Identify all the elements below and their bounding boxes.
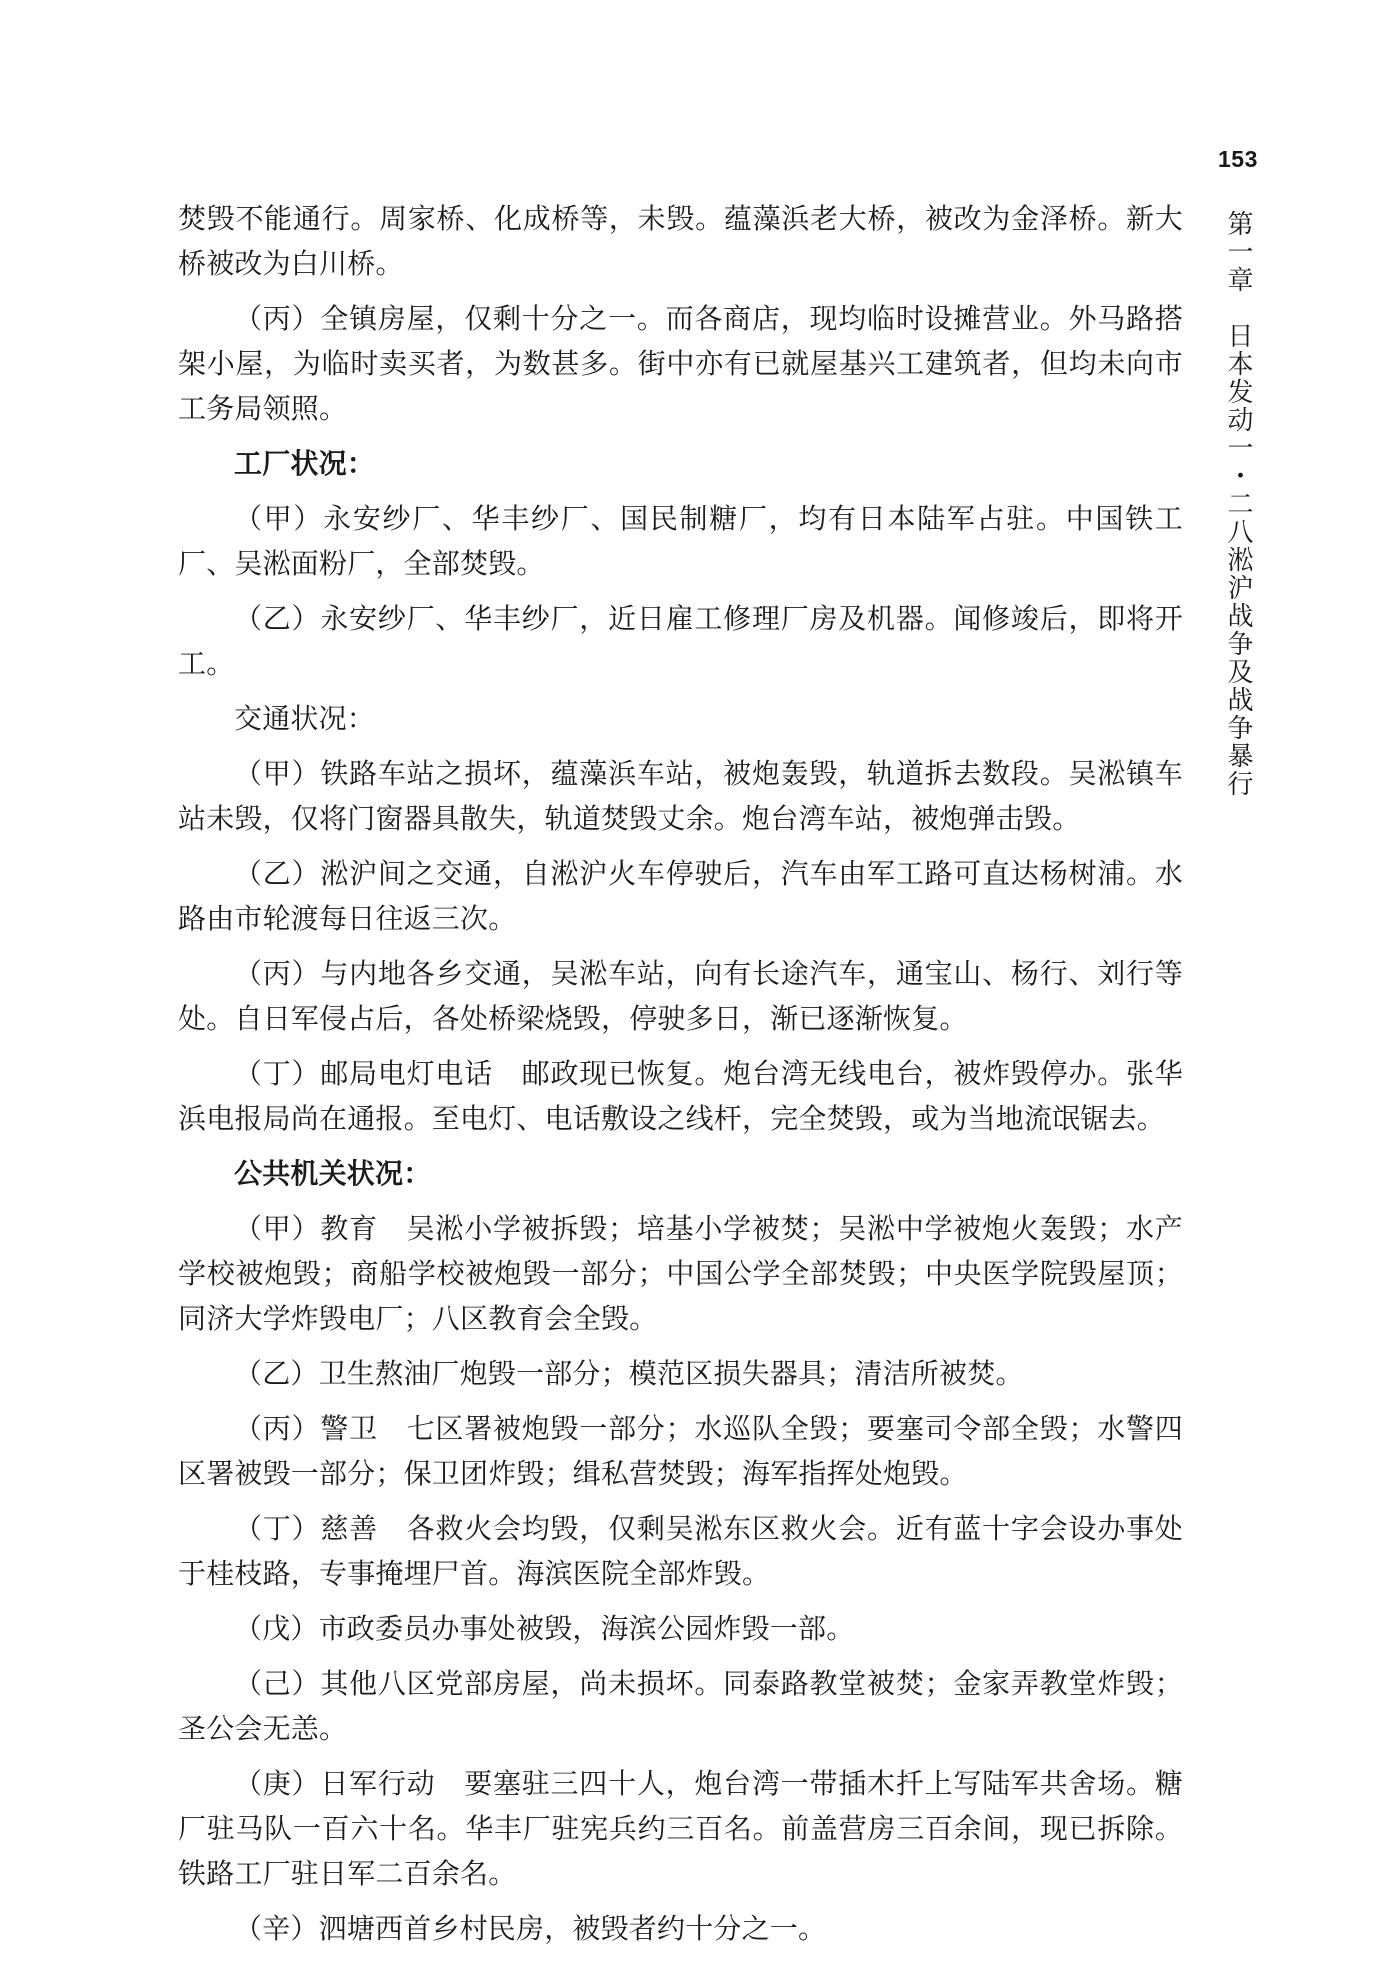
section-heading: 公共机关状况： bbox=[234, 1157, 432, 1190]
paragraph: （甲）铁路车站之损坏，蕴藻浜车站，被炮轰毁，轨道拆去数段。吴淞镇车站未毁，仅将门窗器具散失，轨道焚毁丈余。炮台湾车站，被炮弹击毁。 bbox=[178, 757, 1183, 835]
paragraph: （乙）永安纱厂、华丰纱厂，近日雇工修理厂房及机器。闻修竣后，即将开工。 bbox=[178, 602, 1183, 680]
paragraph: （丙）全镇房屋，仅剩十分之一。而各商店，现均临时设摊营业。外马路搭架小屋，为临时卖买者，为数甚多。街中亦有已就屋基兴工建筑者，但均未向市工务局领照。 bbox=[178, 302, 1183, 425]
paragraph: （甲）教育 吴淞小学被拆毁；培基小学被焚；吴淞中学被炮火轰毁；水产学校被炮毁；商船学校被炮毁一部分；中国公学全部焚毁；中央医学院毁屋顶；同济大学炸毁电厂；八区教育会全毁。 bbox=[178, 1212, 1183, 1335]
paragraph: （丙）警卫 七区署被炮毁一部分；水巡队全毁；要塞司令部全毁；水警四区署被毁一部分；保卫团炸毁；缉私营焚毁；海军指挥处炮毁。 bbox=[178, 1412, 1183, 1490]
paragraph: （丁）邮局电灯电话 邮政现已恢复。炮台湾无线电台，被炸毁停办。张华浜电报局尚在通报。至电灯、电话敷设之线杆，完全焚毁，或为当地流氓锯去。 bbox=[178, 1057, 1183, 1135]
paragraph: （乙）淞沪间之交通，自淞沪火车停驶后，汽车由军工路可直达杨树浦。水路由市轮渡每日往返三次。 bbox=[178, 857, 1183, 935]
paragraph: （戊）市政委员办事处被毁，海滨公园炸毁一部。 bbox=[234, 1612, 855, 1645]
section-heading: 交通状况： bbox=[234, 702, 376, 735]
paragraph: （庚）日军行动 要塞驻三四十人，炮台湾一带插木扦上写陆军共舍场。糖厂驻马队一百六十名。华丰厂驻宪兵约三百名。前盖营房三百余间，现已拆除。铁路工厂驻日军二百余名。 bbox=[178, 1767, 1183, 1890]
paragraph: 焚毁不能通行。周家桥、化成桥等，未毁。蕴藻浜老大桥，被改为金泽桥。新大桥被改为白川桥。 bbox=[178, 202, 1183, 280]
chapter-side-header: 第一章 日本发动一・二八淞沪战争及战争暴行 bbox=[1223, 210, 1253, 798]
paragraph: （丙）与内地各乡交通，吴淞车站，向有长途汽车，通宝山、杨行、刘行等处。自日军侵占后，各处桥梁烧毁，停驶多日，渐已逐渐恢复。 bbox=[178, 957, 1183, 1035]
paragraph: （己）其他八区党部房屋，尚未损坏。同泰路教堂被焚；金家弄教堂炸毁；圣公会无恙。 bbox=[178, 1667, 1183, 1745]
paragraph: （甲）永安纱厂、华丰纱厂、国民制糖厂，均有日本陆军占驻。中国铁工厂、吴淞面粉厂，全部焚毁。 bbox=[178, 502, 1183, 580]
paragraph: （丁）慈善 各救火会均毁，仅剩吴淞东区救火会。近有蓝十字会设办事处于桂枝路，专事掩埋尸首。海滨医院全部炸毁。 bbox=[178, 1512, 1183, 1590]
paragraph: （辛）泗塘西首乡村民房，被毁者约十分之一。 bbox=[234, 1912, 827, 1945]
body-text bbox=[178, 196, 1183, 1961]
section-heading: 工厂状况： bbox=[234, 447, 376, 480]
paragraph: （乙）卫生熬油厂炮毁一部分；模范区损失器具；清洁所被焚。 bbox=[234, 1357, 1024, 1390]
page-number: 153 bbox=[1218, 146, 1258, 172]
